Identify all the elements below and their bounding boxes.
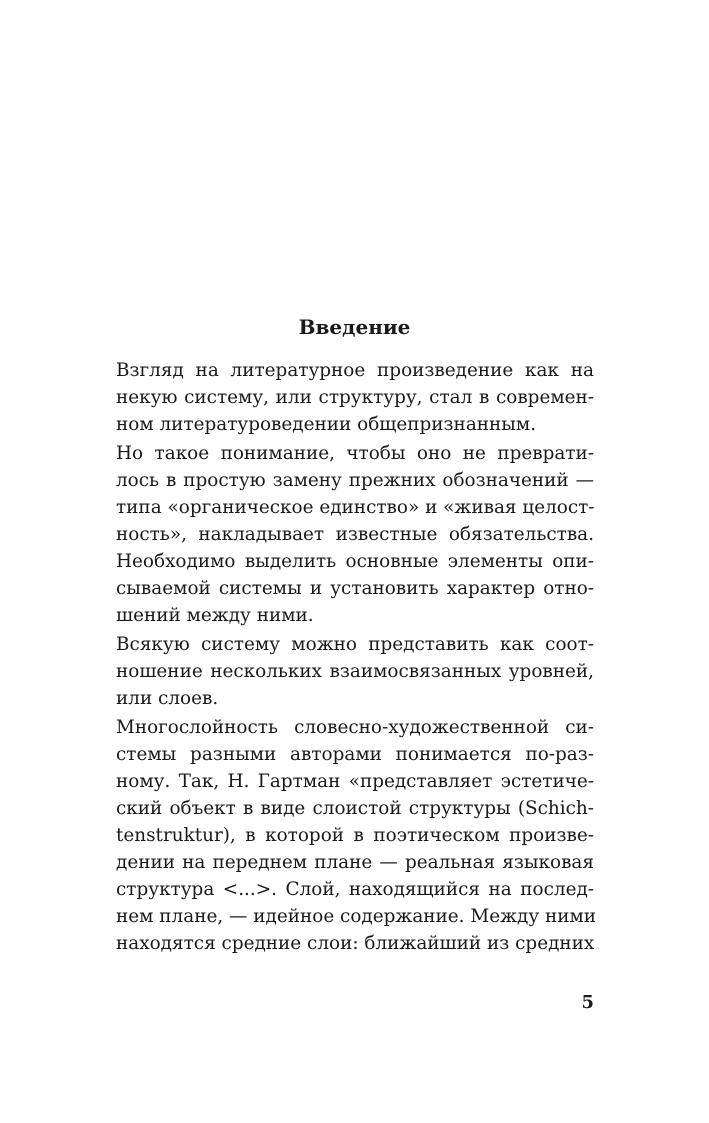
text-line: ношение нескольких взаимосвязанных уровней, (116, 661, 594, 682)
text-line: Взгляд на литературное произведение как на (116, 360, 594, 381)
text-line: находятся средние слои: ближайший из средних (116, 933, 595, 954)
text-line: ному. Так, Н. Гартман «представляет эстетиче- (116, 771, 594, 792)
text-line: дении на переднем плане — реальная языковая (116, 852, 594, 873)
text-line: Необходимо выделить основные элементы опи- (116, 551, 594, 572)
text-line: структура <...>. Слой, находящийся на послед- (116, 879, 594, 900)
text-line: лось в простую замену прежних обозначений — (116, 470, 594, 491)
text-line: ность», накладывает известные обязательства. (116, 524, 594, 545)
text-line: стемы разными авторами понимается по-раз- (116, 744, 594, 765)
text-line: ном литературоведении общепризнанным. (116, 414, 537, 435)
text-line: нем плане, — идейное содержание. Между ними (116, 906, 597, 927)
text-line: некую систему, или структуру, стал в современ- (116, 387, 594, 408)
text-line: Всякую систему можно представить как соот- (116, 634, 594, 655)
text-line: сываемой системы и установить характер отно- (116, 578, 594, 599)
text-line: шений между ними. (116, 605, 314, 626)
text-line: Но такое понимание, чтобы оно не преврати- (116, 443, 594, 464)
text-line: ский объект в виде слоистой структуры (Schich- (116, 798, 594, 819)
text-line: типа «органическое единство» и «живая целост- (116, 497, 595, 518)
text-line: Многослойность словесно-художественной си- (116, 717, 594, 738)
text-line: tenstruktur), в которой в поэтическом произве- (116, 825, 594, 846)
page-number: 5 (581, 992, 594, 1013)
page-title: Введение (298, 315, 411, 339)
text-line: или слоев. (116, 688, 219, 709)
